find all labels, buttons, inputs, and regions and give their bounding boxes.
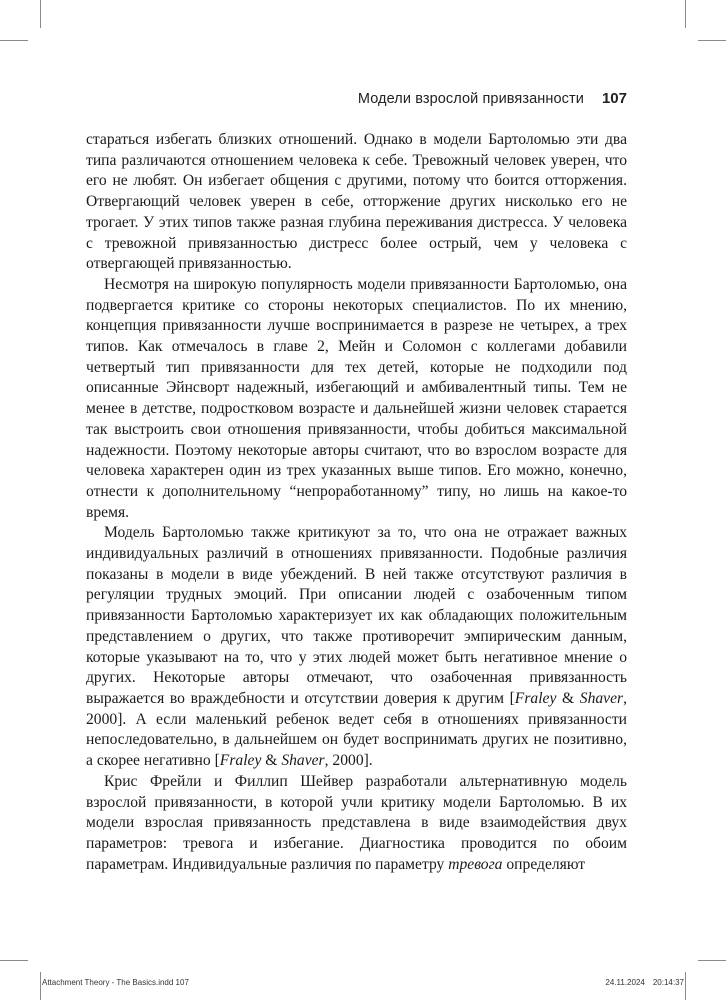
print-timestamp [597,978,684,987]
text-run: & [261,752,282,770]
body-text [86,130,627,875]
text-run: Модель Бартоломью также критикуют за то, что она не отражает важных индивидуальных различий в отношениях привязанности. Подобные различия показаны в модели в виде убеждений. В ней также отсутствуют различия в регуляции трудных эмоций. При описании людей с озабоченным типом привязанности Бартоломью характеризует их как обладающих положительным представлением о других, что также противоречит эмпирическим данным, которые указывают на то, что у этих людей может быть негативное мнение о других. Некоторые авторы отмечают, что озабоченная привязанность выражается во враждебности и отсутствии доверия к другим [ [86,524,627,707]
italic-run: Shaver [579,689,624,707]
italic-run: Shaver [281,752,325,770]
print-time: 20:14:37 [652,978,684,987]
text-run: стараться избегать близких отношений. Однако в модели Бартоломью эти два типа различаются отношением человека к себе. Тревожный человек уверен, что его не любят. Он избегает общения с другими, потому что боится отторжения. Отвергающий человек уверен в себе, отторжение других нисколько его не трогает. У этих типов также разная глубина переживания дистресса. У человека с тревожной привязанностью дистресс более острый, чем у человека с отвергающей привязанностью. [86,131,627,273]
running-head [86,90,627,107]
text-run: Несмотря на широкую популярность модели привязанности Бартоломью, она подвергается критике со стороны некоторых специалистов. По их мнению, концепция привязанности лучше воспринимается в разрезе не четырех, а трех типов. Как отмечалось в главе 2, Мейн и Соломон с коллегами добавили четвертый тип привязанности для тех детей, которые не подходили под описанные Эйнсворт надежный, избегающий и амбивалентный типы. Тем не менее в детстве, подростковом возрасте и дальнейшей жизни человек старается так выстроить свои отношения привязанности, чтобы добиться максимальной надежности. Поэтому некоторые авторы считают, что во взрослом возрасте для человека характерен один из трех указанных выше типов. Его можно, конечно, отнести к дополнительному “непроработанному” типу, но лишь на какое-то время. [86,275,627,521]
text-run: , 2000]. А если маленький ребенок ведет себя в отношениях привязанности непоследовательно, в дальнейшем он будет воспринимать других не позитивно, а скорее негативно [ [86,689,627,770]
italic-run: тревога [448,855,503,873]
paragraph [86,523,627,771]
print-footer [0,978,726,992]
running-title: Модели взрослой привязанности [357,91,584,107]
crop-mark [0,960,28,961]
italic-run: Fraley [514,689,557,707]
crop-mark [698,40,726,41]
crop-mark [0,40,28,41]
paragraph [86,275,627,523]
crop-mark [698,960,726,961]
text-run: определяют [502,855,586,873]
page-number: 107 [601,90,627,107]
text-run: , 2000]. [324,752,373,770]
file-label: Attachment Theory - The Basics.indd 107 [42,978,189,987]
text-run: Крис Фрейли и Филлип Шейвер разработали альтернативную модель взрослой привязанности, в которой учли критику модели Бартоломью. В их модели взрослая привязанность представлена в виде взаимодействия двух параметров: тревога и избегание. Диагностика проводится по обоим параметрам. Индивидуальные различия по параметру [86,772,627,873]
paragraph [86,772,627,876]
text-run: & [556,689,580,707]
paragraph [86,130,627,275]
crop-mark [685,0,686,28]
italic-run: Fraley [219,752,262,770]
crop-mark [40,0,41,28]
print-date: 24.11.2024 [605,978,645,987]
